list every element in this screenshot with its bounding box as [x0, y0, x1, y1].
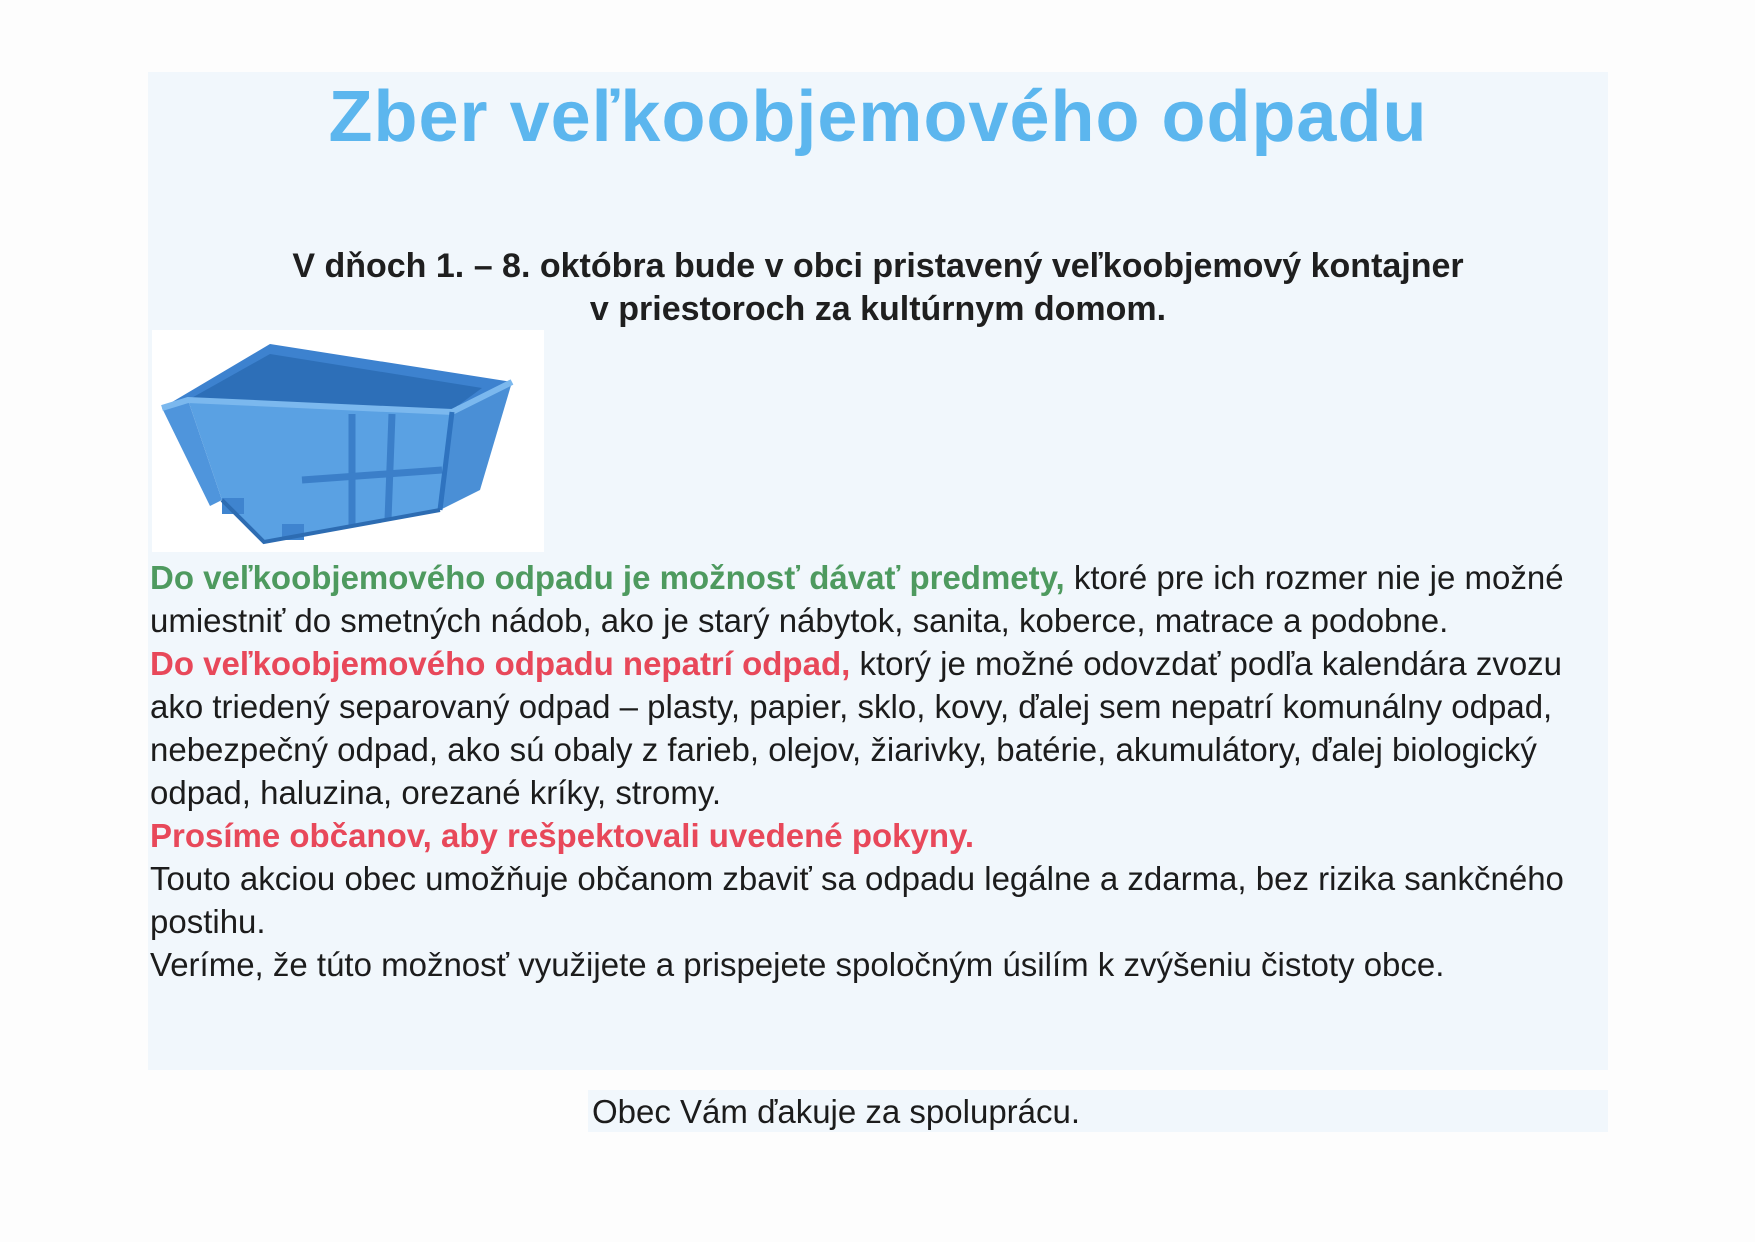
container-image: [152, 330, 544, 552]
paragraph-request: [150, 814, 1620, 857]
paragraph-legal: Touto akciou obec umožňuje občanom zbaviť sa odpadu legálne a zdarma, bez rizika sankčného postihu.: [150, 860, 1564, 940]
paragraph-cleanliness: Veríme, že túto možnosť využijete a prispejete spoločným úsilím k zvýšeniu čistoty obce.: [150, 946, 1445, 983]
paragraph-not-allowed: [150, 642, 1620, 814]
not-allowed-text: ktorý je možné odovzdať podľa kalendára zvozu ako triedený separovaný odpad – plasty, papier, sklo, kovy, ďalej sem nepatrí komunálny odpad, nebezpečný odpad, ako sú obaly z farieb, olejov, žiarivky, batérie, akumulátory, ďalej biologický odpad, haluzina, orezané kríky, stromy.: [150, 645, 1563, 811]
body-text: [150, 556, 1620, 986]
paragraph-allowed: [150, 556, 1620, 642]
page-title: Zber veľkoobjemového odpadu: [328, 77, 1428, 157]
container-icon: [152, 330, 544, 552]
allowed-heading: Do veľkoobjemového odpadu je možnosť dávať predmety,: [150, 559, 1065, 596]
request-text: Prosíme občanov, aby rešpektovali uvedené pokyny.: [150, 817, 975, 854]
subtitle: [148, 245, 1608, 331]
not-allowed-heading: Do veľkoobjemového odpadu nepatrí odpad,: [150, 645, 851, 682]
subtitle-line-1: V dňoch 1. – 8. októbra bude v obci pristavený veľkoobjemový kontajner: [292, 247, 1464, 285]
footer-thanks: Obec Vám ďakuje za spoluprácu.: [592, 1093, 1081, 1130]
subtitle-line-2: v priestoroch za kultúrnym domom.: [589, 290, 1167, 328]
allowed-text: ktoré pre ich rozmer nie je možné umiestniť do smetných nádob, ako je starý nábytok, sanita, koberce, matrace a podobne.: [150, 559, 1564, 639]
